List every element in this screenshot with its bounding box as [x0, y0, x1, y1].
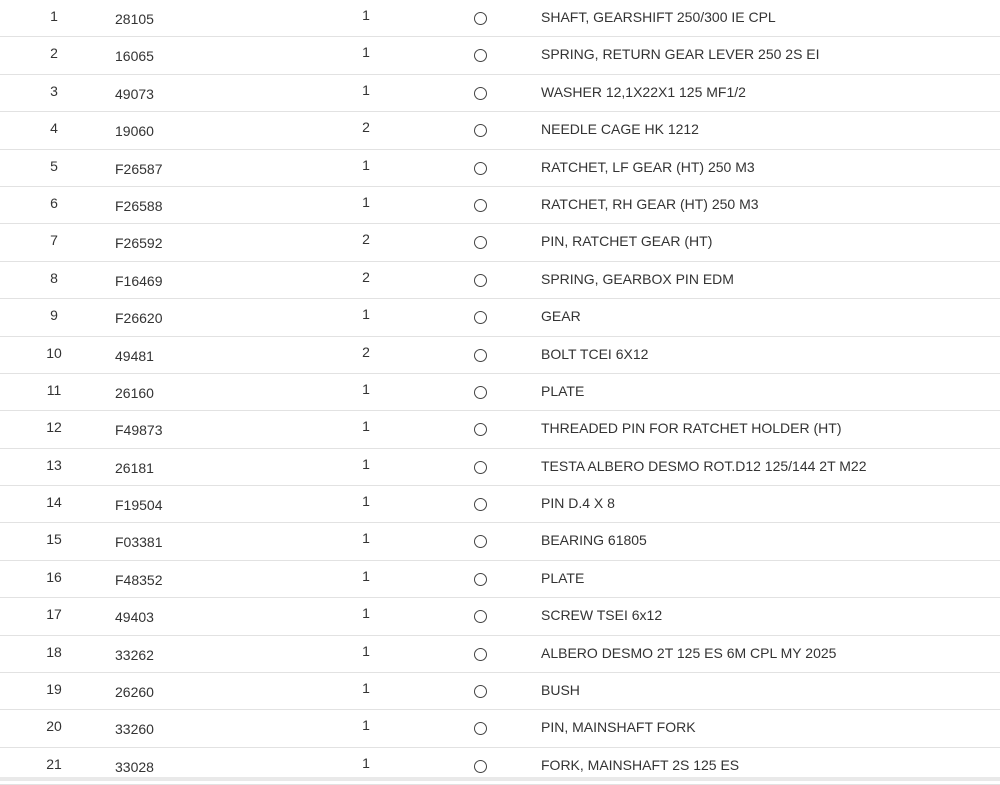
part-code: 26260: [115, 684, 154, 701]
select-radio-icon[interactable]: [474, 349, 487, 362]
row-number: 3: [50, 82, 58, 99]
table-row: [0, 598, 1000, 635]
part-code: 49481: [115, 347, 154, 364]
table-row: [0, 0, 1000, 37]
part-quantity: 1: [362, 530, 370, 547]
part-quantity: 1: [362, 306, 370, 323]
row-number: 9: [50, 307, 58, 324]
part-code: 26181: [115, 459, 154, 476]
part-quantity: 1: [362, 44, 370, 61]
part-description: GEAR: [541, 308, 581, 325]
table-bottom-border: [0, 777, 1000, 781]
row-number: 10: [46, 344, 62, 361]
part-quantity: 1: [362, 680, 370, 697]
part-quantity: 1: [362, 642, 370, 659]
select-radio-icon[interactable]: [474, 274, 487, 287]
part-description: PIN D.4 X 8: [541, 495, 615, 512]
part-description: BUSH: [541, 682, 580, 699]
select-radio-icon[interactable]: [474, 124, 487, 137]
part-code: 49403: [115, 609, 154, 626]
row-number: 15: [46, 531, 62, 548]
select-radio-icon[interactable]: [474, 199, 487, 212]
row-number: 17: [46, 606, 62, 623]
part-description: SHAFT, GEARSHIFT 250/300 IE CPL: [541, 9, 776, 25]
table-row: [0, 224, 1000, 261]
table-row: [0, 187, 1000, 224]
table-row: [0, 411, 1000, 448]
part-description: TESTA ALBERO DESMO ROT.D12 125/144 2T M22: [541, 457, 867, 474]
select-radio-icon[interactable]: [474, 535, 487, 548]
table-row: [0, 337, 1000, 374]
select-radio-icon[interactable]: [474, 162, 487, 175]
row-number: 4: [50, 120, 58, 137]
part-code: 33028: [115, 758, 154, 775]
row-number: 21: [46, 755, 62, 772]
part-description: PIN, MAINSHAFT FORK: [541, 719, 696, 736]
row-number: 7: [50, 232, 58, 249]
part-description: ALBERO DESMO 2T 125 ES 6M CPL MY 2025: [541, 644, 837, 661]
select-radio-icon[interactable]: [474, 498, 487, 511]
part-quantity: 2: [362, 343, 370, 360]
table-row: [0, 673, 1000, 710]
table-row: [0, 710, 1000, 747]
part-description: PLATE: [541, 382, 585, 399]
part-description: SPRING, GEARBOX PIN EDM: [541, 270, 734, 287]
part-quantity: 1: [362, 455, 370, 472]
select-radio-icon[interactable]: [474, 722, 487, 735]
part-quantity: 2: [362, 268, 370, 285]
row-number: 13: [46, 456, 62, 473]
part-description: FORK, MAINSHAFT 2S 125 ES: [541, 756, 740, 773]
part-quantity: 1: [362, 567, 370, 584]
part-quantity: 1: [362, 717, 370, 734]
part-code: 26160: [115, 384, 154, 401]
part-quantity: 1: [362, 81, 370, 98]
part-quantity: 1: [362, 380, 370, 397]
row-number: 20: [46, 718, 62, 735]
part-code: 49073: [115, 85, 154, 102]
part-description: RATCHET, LF GEAR (HT) 250 M3: [541, 158, 755, 175]
part-code: F03381: [115, 534, 163, 551]
part-quantity: 1: [362, 193, 370, 210]
select-radio-icon[interactable]: [474, 87, 487, 100]
table-row: [0, 561, 1000, 598]
row-number: 18: [46, 643, 62, 660]
part-code: 28105: [115, 11, 154, 27]
row-number: 16: [46, 568, 62, 585]
row-number: 6: [50, 194, 58, 211]
table-row: [0, 486, 1000, 523]
select-radio-icon[interactable]: [474, 12, 487, 25]
row-number: 2: [50, 45, 58, 62]
select-radio-icon[interactable]: [474, 386, 487, 399]
part-code: F49873: [115, 422, 163, 439]
row-number: 8: [50, 269, 58, 286]
select-radio-icon[interactable]: [474, 423, 487, 436]
select-radio-icon[interactable]: [474, 49, 487, 62]
part-code: F48352: [115, 571, 163, 588]
table-row: [0, 449, 1000, 486]
table-row: [0, 262, 1000, 299]
part-code: F26620: [115, 310, 163, 327]
part-code: 33260: [115, 721, 154, 738]
part-code: 16065: [115, 48, 154, 65]
part-quantity: 1: [362, 418, 370, 435]
part-description: SCREW TSEI 6x12: [541, 607, 663, 624]
table-row: [0, 374, 1000, 411]
part-quantity: 1: [362, 493, 370, 510]
part-quantity: 2: [362, 119, 370, 136]
part-quantity: 1: [362, 7, 370, 23]
part-code: F26588: [115, 197, 163, 214]
part-code: F26587: [115, 160, 163, 177]
part-quantity: 1: [362, 156, 370, 173]
row-number: 5: [50, 157, 58, 174]
part-quantity: 1: [362, 754, 370, 771]
select-radio-icon[interactable]: [474, 760, 487, 773]
table-row: [0, 299, 1000, 336]
row-number: 12: [46, 419, 62, 436]
part-description: WASHER 12,1X22X1 125 MF1/2: [541, 83, 746, 100]
part-description: BEARING 61805: [541, 532, 647, 549]
part-code: 19060: [115, 123, 154, 140]
select-radio-icon[interactable]: [474, 685, 487, 698]
part-code: F19504: [115, 497, 163, 514]
table-row: [0, 636, 1000, 673]
part-description: THREADED PIN FOR RATCHET HOLDER (HT): [541, 420, 842, 437]
table-row: [0, 150, 1000, 187]
select-radio-icon[interactable]: [474, 311, 487, 324]
row-number: 1: [50, 8, 58, 24]
row-number: 19: [46, 681, 62, 698]
table-row: [0, 523, 1000, 560]
part-code: F26592: [115, 235, 163, 252]
part-description: SPRING, RETURN GEAR LEVER 250 2S EI: [541, 46, 820, 63]
table-row: [0, 75, 1000, 112]
part-description: BOLT TCEI 6X12: [541, 345, 649, 362]
table-row: [0, 112, 1000, 149]
table-row: [0, 37, 1000, 74]
row-number: 11: [46, 381, 62, 398]
part-description: RATCHET, RH GEAR (HT) 250 M3: [541, 195, 759, 212]
part-quantity: 1: [362, 605, 370, 622]
part-description: NEEDLE CAGE HK 1212: [541, 121, 699, 138]
row-number: 14: [46, 494, 62, 511]
part-quantity: 2: [362, 231, 370, 248]
select-radio-icon[interactable]: [474, 236, 487, 249]
part-description: PLATE: [541, 569, 585, 586]
select-radio-icon[interactable]: [474, 573, 487, 586]
part-code: F16469: [115, 272, 163, 289]
part-code: 33262: [115, 646, 154, 663]
select-radio-icon[interactable]: [474, 610, 487, 623]
select-radio-icon[interactable]: [474, 461, 487, 474]
part-description: PIN, RATCHET GEAR (HT): [541, 233, 713, 250]
select-radio-icon[interactable]: [474, 648, 487, 661]
